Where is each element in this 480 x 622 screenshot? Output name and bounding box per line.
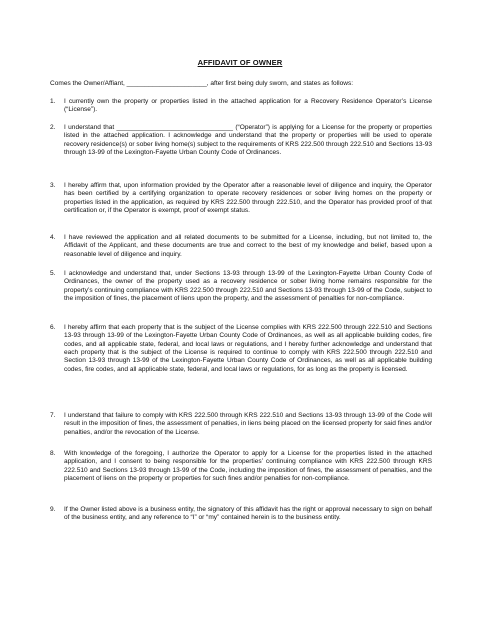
item-number: 5. [50, 270, 56, 277]
item-text: If the Owner listed above is a business entity, the signatory of this affidavit has the right or approval necessary to sign on behalf of the business entity, and any reference to “I” or “my” contained herein is to the business entity. [64, 506, 432, 522]
document-title: AFFIDAVIT OF OWNER [197, 58, 283, 67]
list-item-5 [50, 270, 432, 303]
item-number: 4. [50, 234, 56, 241]
list-item-4 [50, 234, 432, 259]
item-number: 1. [50, 98, 56, 105]
item-number: 9. [50, 506, 56, 513]
list-item-3 [50, 182, 432, 215]
item-text: I hereby affirm that, upon information provided by the Operator after a reasonable level of diligence and inquiry, the Operator has been certified by a certifying organization to operate recovery residences or sober living homes on the property or properties listed in the application, as required by KRS 222.500 through 222.510, and the Operator has provided proof of that certification or, if the Operator is exempt, proof of exempt status. [64, 182, 432, 215]
list-item-7 [50, 412, 432, 437]
item-text: With knowledge of the foregoing, I authorize the Operator to apply for a License for the properties listed in the attached application, and I consent to being responsible for the properties’ continuing compliance with KRS 222.500 through KRS 222.510 and Sections 13-93 through 13-99 of the Code, including the imposition of fines, the assessment of penalties, and the placement of liens on the property or properties for such fines and/or penalties for non-compliance. [64, 450, 432, 483]
item-number: 7. [50, 412, 56, 419]
list-item-2 [50, 124, 432, 157]
list-item-6 [50, 324, 432, 374]
list-item-8 [50, 450, 432, 483]
item-text: I have reviewed the application and all related documents to be submitted for a License, including, but not limited to, the Affidavit of the Applicant, and these documents are true and correct to the best of my knowledge and belief, based upon a reasonable level of diligence and inquiry. [64, 234, 432, 258]
item-number: 8. [50, 450, 56, 457]
item-text: I understand that ________________________________ (“Operator”) is applying for a License for the property or properties listed in the attached application. I acknowledge and understand that the property or properties will be used to operate recovery residence(s) or sober living home(s) subject to the requirements of KRS 222.500 through 222.510 and Sections 13-93 through 13-99 of the Lexington-Fayette Urban County Code of Ordinances. [64, 124, 432, 157]
item-text: I understand that failure to comply with KRS 222.500 through KRS 222.510 and Sections 13-93 through 13-99 of the Code will result in the imposition of fines, the assessment of penalties, in liens being placed on the licensed property for said fines and/or penalties, and/or the revocation of the License. [64, 412, 432, 436]
item-text: I currently own the property or properties listed in the attached application for a Recovery Residence Operator’s License (“License”). [64, 98, 432, 114]
item-text: I acknowledge and understand that, under Sections 13-93 through 13-99 of the Lexington-Fayette Urban County Code of Ordinances, the owner of the property used as a recovery residence or sober living home remains responsible for the property’s continuing compliance with KRS 222.500 through 222.510 and Sections 13-93 through 13-99 of the Code, subject to the imposition of fines, the placement of liens upon the property, and the assessment of penalties for non-compliance. [64, 270, 432, 303]
item-text: I hereby affirm that each property that is the subject of the License complies with KRS 222.500 through 222.510 and Sections 13-93 through 13-99 of the Lexington-Fayette Urban County Code of Ordinances, as well as all applicable building codes, fire codes, and all applicable state, federal, and local laws or regulations, and I hereby further acknowledge and understand that each property that is the subject of the License is required to continue to comply with KRS 222.500 through 222.510 and Section 13-93 through 13-99 of the Lexington-Fayette Urban County Code of Ordinances, as well as all applicable building codes, fire codes, and all applicable state, federal, and local laws or regulations, for as long as the property is licensed. [64, 324, 432, 373]
list-item-1 [50, 98, 432, 115]
item-number: 6. [50, 324, 56, 331]
item-number: 3. [50, 182, 56, 189]
list-item-9 [50, 506, 432, 523]
item-number: 2. [50, 124, 56, 131]
intro-paragraph: Comes the Owner/Affiant, ______________________, after first being duly sworn, and states as follows: [50, 80, 354, 87]
